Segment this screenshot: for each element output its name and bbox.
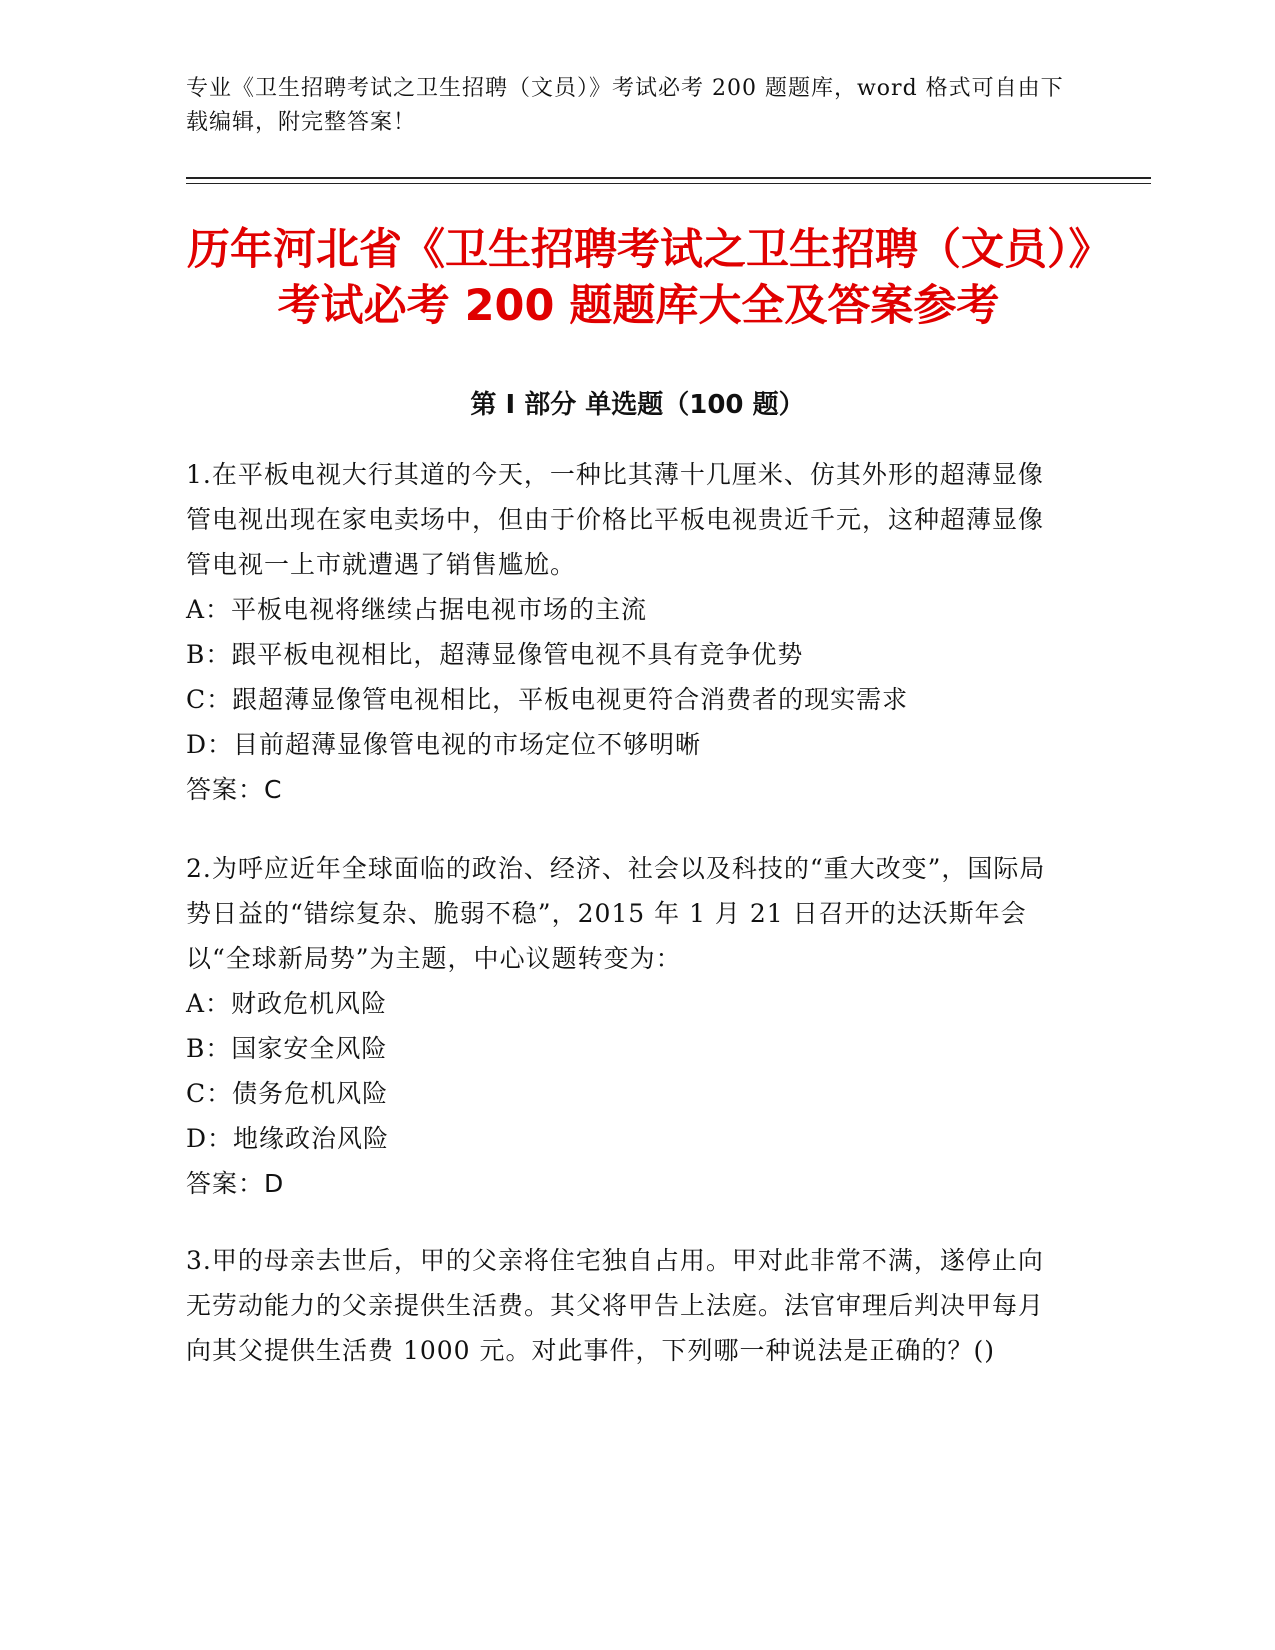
question-stem: 2.为呼应近年全球面临的政治、经济、社会以及科技的“重大改变”，国际局势日益的“错综复杂、脆弱不稳”，2015 年 1 月 21 日召开的达沃斯年会以“全球新局势”为主题，中心议题转变为： [186, 854, 1046, 973]
answer-text: 答案：D [186, 1169, 285, 1198]
header-divider [186, 177, 1151, 179]
option-c: C：债务危机风险 [186, 1079, 389, 1108]
option-a: A：财政危机风险 [186, 989, 388, 1018]
option-a: A：平板电视将继续占据电视市场的主流 [186, 595, 648, 624]
option-b: B：国家安全风险 [186, 1034, 388, 1063]
question-3 [186, 1238, 1066, 1373]
question-stem: 3.甲的母亲去世后，甲的父亲将住宅独自占用。甲对此非常不满，遂停止向无劳动能力的父亲提供生活费。其父将甲告上法庭。法官审理后判决甲每月向其父提供生活费 1000 元。对此事件，下列哪一种说法是正确的？() [186, 1246, 1045, 1365]
header-divider-thin [186, 183, 1151, 184]
question-stem: 1.在平板电视大行其道的今天，一种比其薄十几厘米、仿其外形的超薄显像管电视出现在家电卖场中，但由于价格比平板电视贵近千元，这种超薄显像管电视一上市就遭遇了销售尴尬。 [186, 460, 1045, 579]
option-c: C：跟超薄显像管电视相比，平板电视更符合消费者的现实需求 [186, 685, 909, 714]
section-heading: 第 I 部分 单选题（100 题） [470, 390, 805, 420]
question-1 [186, 452, 1066, 812]
header-note: 专业《卫生招聘考试之卫生招聘（文员）》考试必考 200 题题库，word 格式可自由下载编辑，附完整答案！ [186, 76, 1064, 135]
document-title: 历年河北省《卫生招聘考试之卫生招聘（文员）》考试必考 200 题题库大全及答案参考 [187, 225, 1090, 331]
option-b: B：跟平板电视相比，超薄显像管电视不具有竞争优势 [186, 640, 804, 669]
option-d: D：地缘政治风险 [186, 1124, 390, 1153]
option-d: D：目前超薄显像管电视的市场定位不够明晰 [186, 730, 702, 759]
answer-text: 答案：C [186, 775, 283, 804]
question-2 [186, 846, 1066, 1206]
